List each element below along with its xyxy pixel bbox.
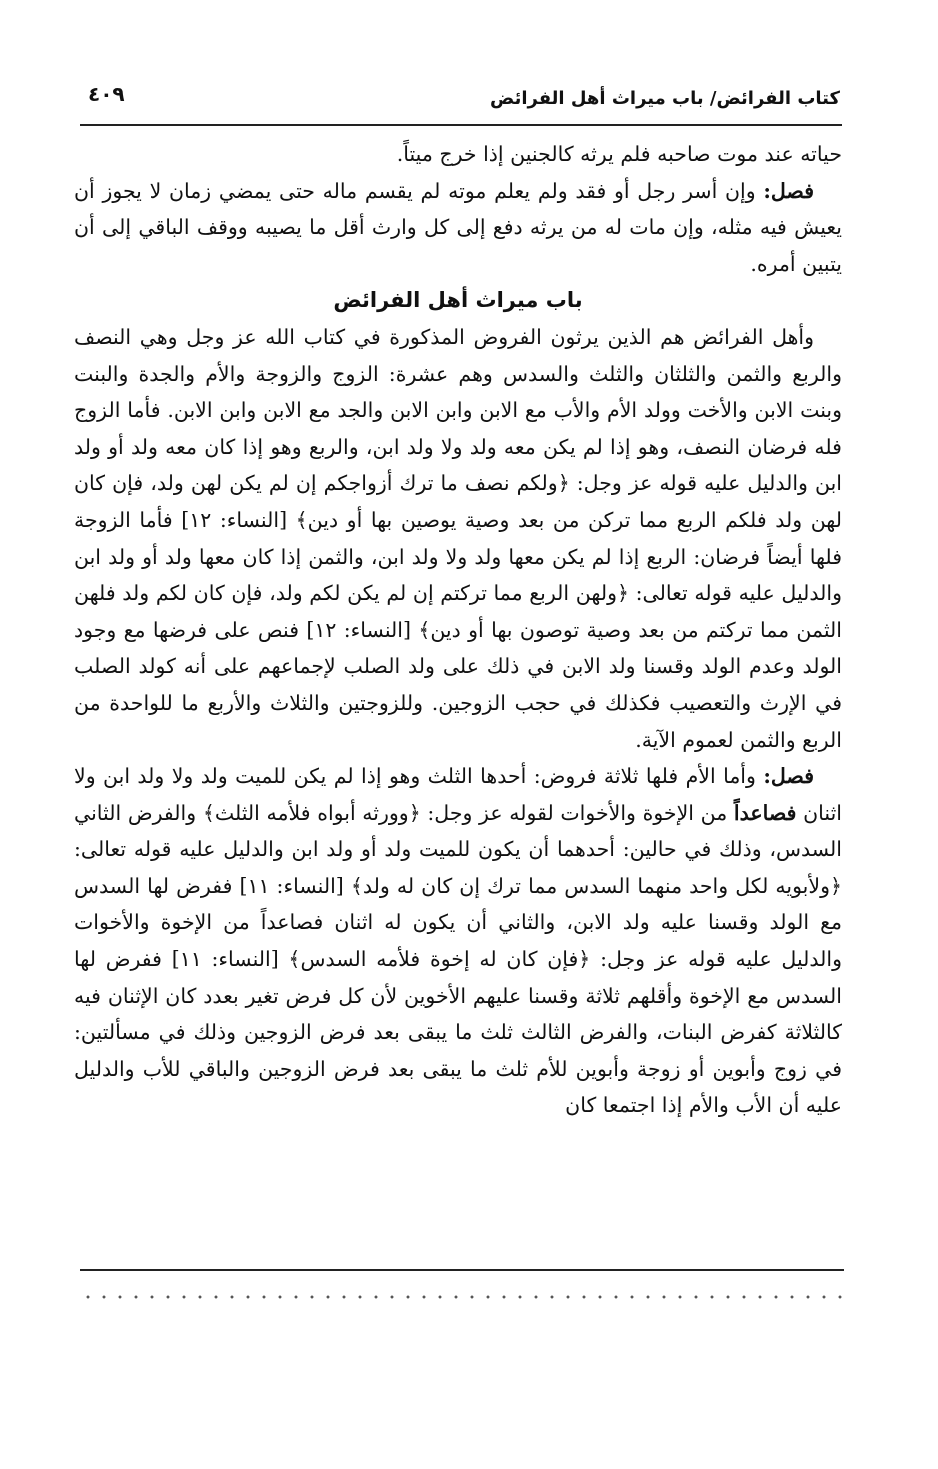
bold-term: فصاعداً (733, 800, 797, 825)
section-lead: فصل: (763, 764, 814, 789)
paragraph-missing-person (74, 173, 842, 283)
section-heading: باب ميراث أهل الفرائض (333, 288, 583, 313)
page-number: ٤٠٩ (88, 82, 125, 106)
paragraph-mother (74, 758, 842, 1124)
footnote-divider (80, 1269, 844, 1271)
header-title: كتاب الفرائض/ باب ميراث أهل الفرائض (490, 88, 840, 109)
paragraph-text: وإن أسر رجل أو فقد ولم يعلم موته لم يقسم ماله حتى يمضي زمان لا يجوز أن يعيش فيه مثله، وإن مات له من يرثه دفع إلى كل وارث أقل ما يصيبه ووقف الباقي إلى أن يتبين أمره. (74, 178, 842, 276)
paragraph-text: وأما الأم فلها ثلاثة فروض: أحدها الثلث وهو إذا لم يكن للميت ولد ولا ولد ابن ولا اثنان (74, 764, 842, 825)
dotted-line (80, 1294, 844, 1300)
paragraph-continuation: حياته عند موت صاحبه فلم يرثه كالجنين إذا خرج ميتاً. (396, 142, 842, 166)
paragraph-text: من الإخوة والأخوات لقوله عز وجل: ﴿وورثه أبواه فلأمه الثلث﴾ والفرض الثاني السدس، وذلك في حالين: أحدهما أن يكون للميت ولد أو ولد ابن والدليل عليه قوله تعالى: ﴿ولأبويه لكل واحد منهما السدس مما ترك إن كان له ولد﴾ [النساء: ١١] ففرض لها السدس مع الولد وقسنا عليه ولد الابن، والثاني أن يكون له اثنان فصاعداً من الإخوة والأخوات والدليل عليه قوله عز وجل: ﴿فإن كان له إخوة فلأمه السدس﴾ [النساء: ١١] ففرض لها السدس مع الإخوة وأقلهم ثلاثة وقسنا عليهم الأخوين لأن كل فرض تغير بعدد كان الإثنان فيه كالثلاثة كفرض البنات، والفرض الثالث ثلث ما يبقى بعد فرض الزوجين وذلك في مسألتين: في زوج وأبوين أو زوجة وأبوين للأم ثلث ما يبقى بعد فرض الزوجين والباقي للأب والدليل عليه أن الأب والأم إذا اجتمعا كان (74, 800, 842, 1118)
paragraph-heirs: وأهل الفرائض هم الذين يرثون الفروض المذكورة في كتاب الله عز وجل وهي النصف والربع والثمن والثلثان والثلث والسدس وهم عشرة: الزوج والزوجة والأم والجدة والبنت وبنت الابن والأخت وولد الأم والأب مع الابن وابن الابن والجد مع الابن وابن الابن. فأما الزوج فله فرضان النصف، وهو إذا لم يكن معه ولد ولا ولد ابن، والربع وهو إذا كان معه ولد أو ولد ابن والدليل عليه قوله عز وجل: ﴿ولكم نصف ما ترك أزواجكم إن لم يكن لهن ولد، فإن كان لهن ولد فلكم الربع مما تركن من بعد وصية يوصين بها أو دين﴾ [النساء: ١٢] فأما الزوجة فلها أيضاً فرضان: الربع إذا لم يكن معها ولد ولا ولد ابن، والثمن إذا كان معها ولد أو ولد ابن والدليل عليه قوله تعالى: ﴿ولهن الربع مما تركتم إن لم يكن لكم ولد، فإن كان لكم ولد فلهن الثمن مما تركتم من بعد وصية توصون بها أو دين﴾ [النساء: ١٢] فنص على فرضها مع وجود الولد وعدم الولد وقسنا ولد الابن في ذلك على ولد الصلب لإجماعهم على أنه كولد الصلب في الإرث والتعصيب فكذلك في حجب الزوجين. وللزوجتين والثلاث والأربع ما للواحدة من الربع والثمن لعموم الآية. (74, 324, 843, 752)
header-divider (80, 124, 842, 126)
running-header (80, 82, 840, 122)
page-body (74, 136, 842, 1124)
section-lead: فصل: (763, 178, 814, 203)
